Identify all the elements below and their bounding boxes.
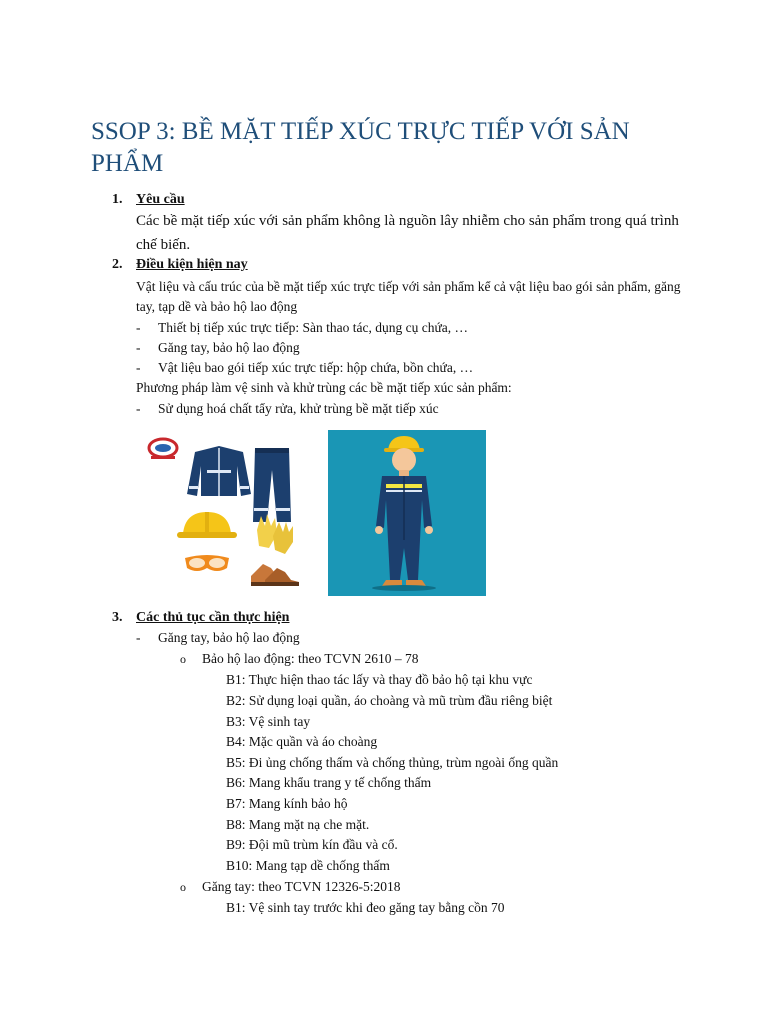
section-2-method-text: Phương pháp làm vệ sinh và khử trùng các bề mặt tiếp xúc sản phẩm: — [136, 380, 512, 395]
list-item: - Vật liệu bao gói tiếp xúc trực tiếp: hộp chứa, bồn chứa, … — [136, 360, 474, 375]
section-2-heading: 2. Điều kiện hiện nay — [112, 257, 248, 272]
step-item: B4: Mặc quần và áo choàng — [226, 734, 378, 749]
step-item: B7: Mang kính bảo hộ — [226, 796, 348, 811]
step-item: B3: Vệ sinh tay — [226, 714, 311, 729]
ppe-equipment-illustration — [137, 430, 312, 596]
sub-list-item: o Bảo hộ lao động: theo TCVN 2610 – 78 — [180, 651, 419, 666]
step-item: B1: Thực hiện thao tác lấy và thay đồ bảo hộ tại khu vực — [226, 672, 533, 687]
sub-list-item: o Găng tay: theo TCVN 12326-5:2018 — [180, 879, 401, 894]
list-item: - Găng tay, bảo hộ lao động — [136, 630, 300, 645]
list-item: - Găng tay, bảo hộ lao động — [136, 340, 300, 355]
jacket-icon — [187, 446, 251, 496]
step-item: B2: Sử dụng loại quần, áo choàng và mũ trùm đầu riêng biệt — [226, 693, 553, 708]
section-3-heading: 3. Các thủ tục cần thực hiện — [112, 610, 290, 625]
step-item: B10: Mang tạp dề chống thấm — [226, 858, 390, 873]
list-item: - Thiết bị tiếp xúc trực tiếp: Sàn thao tác, dụng cụ chứa, … — [136, 320, 469, 335]
step-item: B1: Vệ sinh tay trước khi đeo găng tay bằng cồn 70 — [226, 900, 505, 915]
section-1-text: Các bề mặt tiếp xúc với sản phẩm không là nguồn lây nhiễm cho sản phẩm trong quá trình chế biến. — [136, 213, 679, 253]
section-1-heading: 1. Yêu cầu — [112, 192, 185, 207]
worker-in-uniform-illustration — [328, 430, 486, 596]
list-item: - Sử dụng hoá chất tẩy rửa, khử trùng bề mặt tiếp xúc — [136, 401, 439, 416]
step-item: B6: Mang khẩu trang y tế chống thấm — [226, 775, 432, 790]
page-title: SSOP 3: BỀ MẶT TIẾP XÚC TRỰC TIẾP VỚI SẢN PHẨM — [91, 118, 630, 177]
section-2-text: Vật liệu và cấu trúc của bề mặt tiếp xúc trực tiếp với sản phẩm kể cả vật liệu bao gói sản phẩm, găng tay, tạp dề và bảo hộ lao động — [136, 279, 681, 314]
face-icon — [392, 448, 416, 472]
step-item: B5: Đi ủng chống thấm và chống thủng, trùm ngoài ống quần — [226, 755, 559, 770]
step-item: B9: Đội mũ trùm kín đầu và cổ. — [226, 837, 398, 852]
step-item: B8: Mang mặt nạ che mặt. — [226, 817, 370, 832]
